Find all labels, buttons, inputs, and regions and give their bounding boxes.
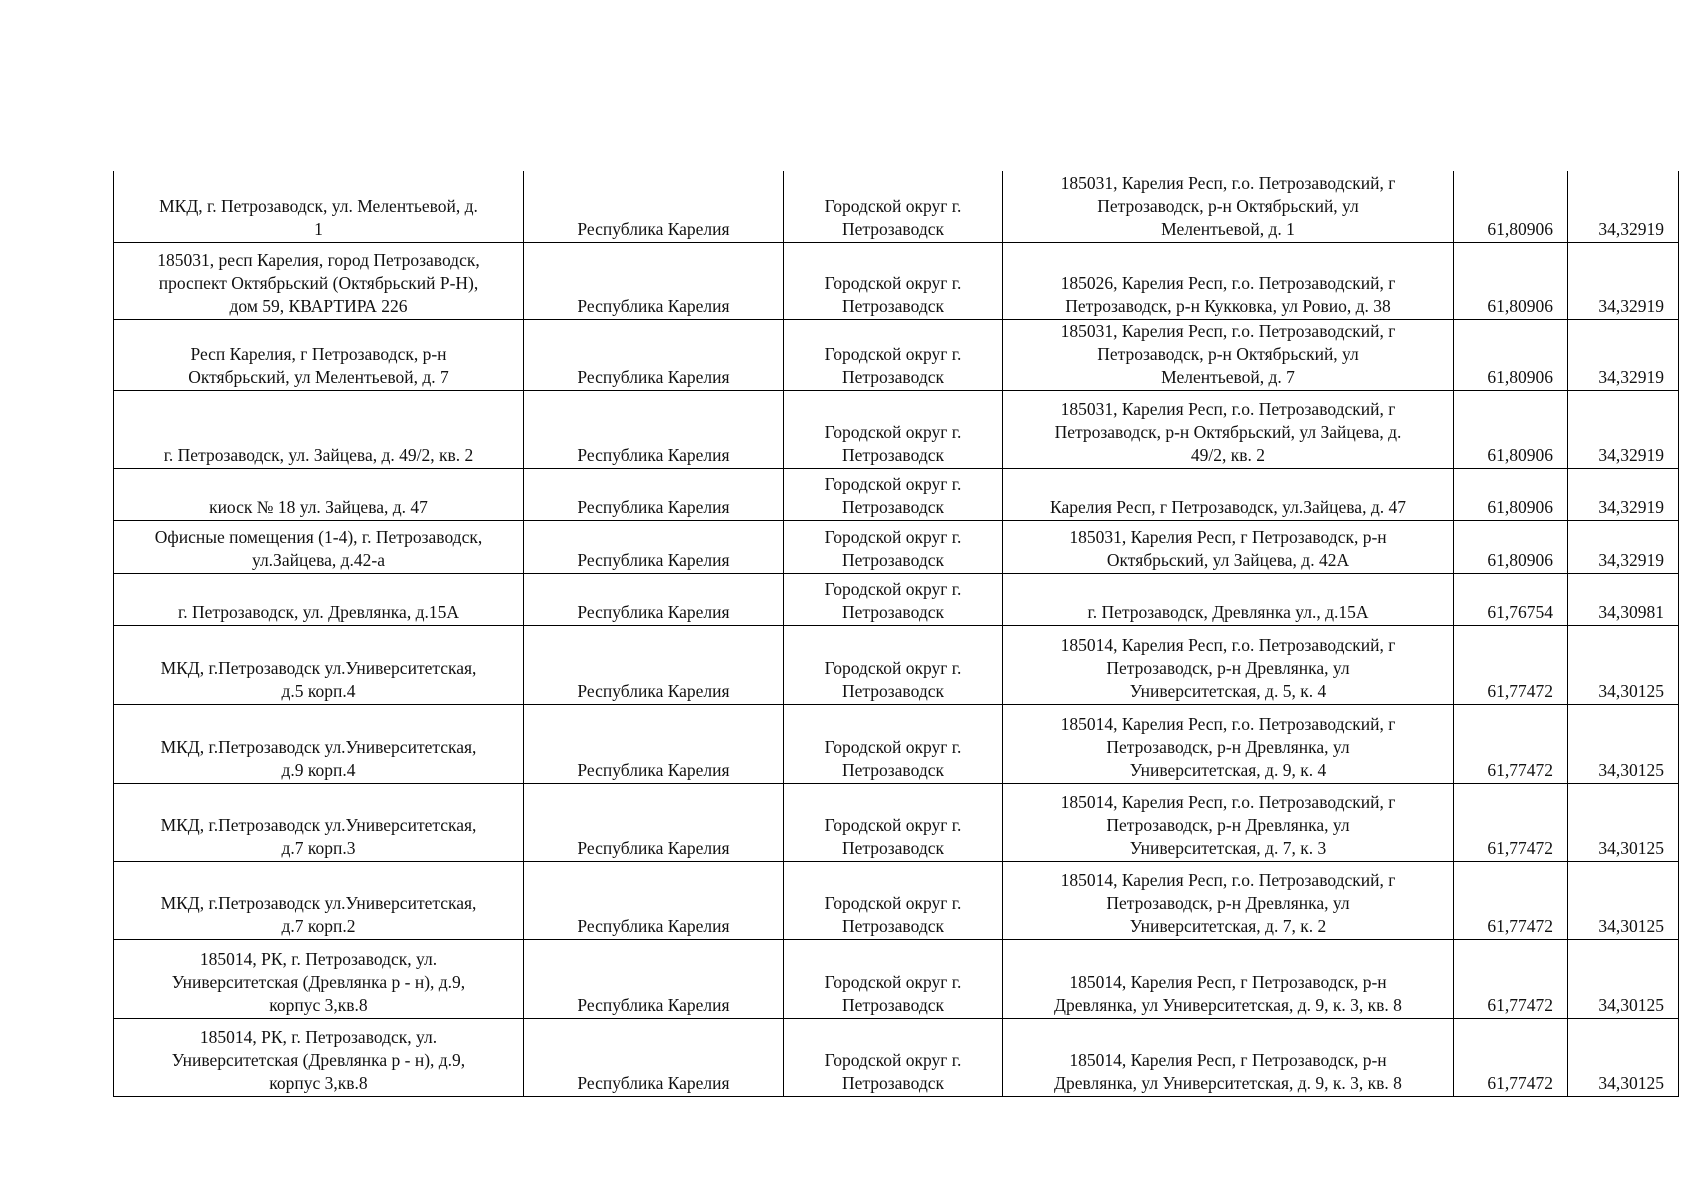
latitude-cell: 61,80906 xyxy=(1454,390,1568,468)
address-cell: 185014, Карелия Респ, г.о. Петрозаводский, г Петрозаводск, р-н Древлянка, ул Университетская, д. 5, к. 4 xyxy=(1003,625,1454,704)
municipality-cell: Городской округ г. Петрозаводск xyxy=(784,573,1003,625)
object-name-cell: МКД, г.Петрозаводск ул.Университетская, д.7 корп.2 xyxy=(114,861,524,939)
object-name-cell: 185014, РК, г. Петрозаводск, ул. Университетская (Древлянка р - н), д.9, корпус 3,кв.8 xyxy=(114,1018,524,1096)
object-name-cell: г. Петрозаводск, ул. Древлянка, д.15А xyxy=(114,573,524,625)
municipality-cell: Городской округ г. Петрозаводск xyxy=(784,390,1003,468)
longitude-cell: 34,30125 xyxy=(1568,1018,1679,1096)
region-cell: Республика Карелия xyxy=(524,939,784,1018)
table-row xyxy=(114,625,1679,704)
table-row xyxy=(114,319,1679,390)
region-cell: Республика Карелия xyxy=(524,783,784,861)
longitude-cell: 34,32919 xyxy=(1568,242,1679,319)
municipality-cell: Городской округ г. Петрозаводск xyxy=(784,520,1003,573)
region-cell: Республика Карелия xyxy=(524,468,784,520)
table-body xyxy=(114,171,1679,1096)
table-row xyxy=(114,783,1679,861)
table-row xyxy=(114,468,1679,520)
address-cell: 185014, Карелия Респ, г Петрозаводск, р-н Древлянка, ул Университетская, д. 9, к. 3, кв. 8 xyxy=(1003,939,1454,1018)
address-cell: 185031, Карелия Респ, г.о. Петрозаводский, г Петрозаводск, р-н Октябрьский, ул Зайцева, д. 49/2, кв. 2 xyxy=(1003,390,1454,468)
latitude-cell: 61,77472 xyxy=(1454,783,1568,861)
longitude-cell: 34,30125 xyxy=(1568,861,1679,939)
object-name-cell: МКД, г. Петрозаводск, ул. Мелентьевой, д. 1 xyxy=(114,171,524,242)
address-cell: г. Петрозаводск, Древлянка ул., д.15А xyxy=(1003,573,1454,625)
municipality-cell: Городской округ г. Петрозаводск xyxy=(784,242,1003,319)
municipality-cell: Городской округ г. Петрозаводск xyxy=(784,319,1003,390)
region-cell: Республика Карелия xyxy=(524,1018,784,1096)
object-name-cell: МКД, г.Петрозаводск ул.Университетская, д.5 корп.4 xyxy=(114,625,524,704)
longitude-cell: 34,32919 xyxy=(1568,390,1679,468)
address-cell: 185014, Карелия Респ, г.о. Петрозаводский, г Петрозаводск, р-н Древлянка, ул Университетская, д. 9, к. 4 xyxy=(1003,704,1454,783)
region-cell: Республика Карелия xyxy=(524,242,784,319)
table-row xyxy=(114,939,1679,1018)
latitude-cell: 61,80906 xyxy=(1454,468,1568,520)
latitude-cell: 61,80906 xyxy=(1454,171,1568,242)
address-cell: 185031, Карелия Респ, г.о. Петрозаводский, г Петрозаводск, р-н Октябрьский, ул Мелентьевой, д. 1 xyxy=(1003,171,1454,242)
table-row xyxy=(114,242,1679,319)
address-cell: 185031, Карелия Респ, г Петрозаводск, р-н Октябрьский, ул Зайцева, д. 42А xyxy=(1003,520,1454,573)
longitude-cell: 34,30125 xyxy=(1568,939,1679,1018)
object-name-cell: МКД, г.Петрозаводск ул.Университетская, д.9 корп.4 xyxy=(114,704,524,783)
latitude-cell: 61,80906 xyxy=(1454,520,1568,573)
municipality-cell: Городской округ г. Петрозаводск xyxy=(784,783,1003,861)
longitude-cell: 34,32919 xyxy=(1568,468,1679,520)
region-cell: Республика Карелия xyxy=(524,390,784,468)
table-row xyxy=(114,171,1679,242)
latitude-cell: 61,80906 xyxy=(1454,319,1568,390)
longitude-cell: 34,30125 xyxy=(1568,783,1679,861)
municipality-cell: Городской округ г. Петрозаводск xyxy=(784,704,1003,783)
object-name-cell: МКД, г.Петрозаводск ул.Университетская, д.7 корп.3 xyxy=(114,783,524,861)
region-cell: Республика Карелия xyxy=(524,319,784,390)
longitude-cell: 34,30981 xyxy=(1568,573,1679,625)
object-name-cell: Респ Карелия, г Петрозаводск, р-н Октябрьский, ул Мелентьевой, д. 7 xyxy=(114,319,524,390)
address-cell: 185031, Карелия Респ, г.о. Петрозаводский, г Петрозаводск, р-н Октябрьский, ул Мелентьевой, д. 7 xyxy=(1003,319,1454,390)
table-row xyxy=(114,390,1679,468)
object-name-cell: 185014, РК, г. Петрозаводск, ул. Университетская (Древлянка р - н), д.9, корпус 3,кв.8 xyxy=(114,939,524,1018)
object-name-cell: киоск № 18 ул. Зайцева, д. 47 xyxy=(114,468,524,520)
table-row xyxy=(114,704,1679,783)
municipality-cell: Городской округ г. Петрозаводск xyxy=(784,1018,1003,1096)
longitude-cell: 34,32919 xyxy=(1568,319,1679,390)
region-cell: Республика Карелия xyxy=(524,171,784,242)
region-cell: Республика Карелия xyxy=(524,573,784,625)
address-cell: 185014, Карелия Респ, г.о. Петрозаводский, г Петрозаводск, р-н Древлянка, ул Университетская, д. 7, к. 2 xyxy=(1003,861,1454,939)
object-name-cell: г. Петрозаводск, ул. Зайцева, д. 49/2, кв. 2 xyxy=(114,390,524,468)
latitude-cell: 61,76754 xyxy=(1454,573,1568,625)
latitude-cell: 61,77472 xyxy=(1454,1018,1568,1096)
latitude-cell: 61,80906 xyxy=(1454,242,1568,319)
municipality-cell: Городской округ г. Петрозаводск xyxy=(784,625,1003,704)
region-cell: Республика Карелия xyxy=(524,625,784,704)
municipality-cell: Городской округ г. Петрозаводск xyxy=(784,939,1003,1018)
latitude-cell: 61,77472 xyxy=(1454,704,1568,783)
longitude-cell: 34,32919 xyxy=(1568,520,1679,573)
region-cell: Республика Карелия xyxy=(524,704,784,783)
address-table xyxy=(113,171,1679,1097)
latitude-cell: 61,77472 xyxy=(1454,625,1568,704)
longitude-cell: 34,30125 xyxy=(1568,625,1679,704)
table-row xyxy=(114,573,1679,625)
region-cell: Республика Карелия xyxy=(524,861,784,939)
region-cell: Республика Карелия xyxy=(524,520,784,573)
latitude-cell: 61,77472 xyxy=(1454,861,1568,939)
address-cell: Карелия Респ, г Петрозаводск, ул.Зайцева, д. 47 xyxy=(1003,468,1454,520)
address-cell: 185014, Карелия Респ, г.о. Петрозаводский, г Петрозаводск, р-н Древлянка, ул Университетская, д. 7, к. 3 xyxy=(1003,783,1454,861)
table-row xyxy=(114,861,1679,939)
table-row xyxy=(114,520,1679,573)
address-cell: 185014, Карелия Респ, г Петрозаводск, р-н Древлянка, ул Университетская, д. 9, к. 3, кв. 8 xyxy=(1003,1018,1454,1096)
municipality-cell: Городской округ г. Петрозаводск xyxy=(784,861,1003,939)
object-name-cell: 185031, респ Карелия, город Петрозаводск, проспект Октябрьский (Октябрьский Р-Н), дом 59, КВАРТИРА 226 xyxy=(114,242,524,319)
object-name-cell: Офисные помещения (1-4), г. Петрозаводск, ул.Зайцева, д.42-а xyxy=(114,520,524,573)
municipality-cell: Городской округ г. Петрозаводск xyxy=(784,171,1003,242)
longitude-cell: 34,32919 xyxy=(1568,171,1679,242)
longitude-cell: 34,30125 xyxy=(1568,704,1679,783)
latitude-cell: 61,77472 xyxy=(1454,939,1568,1018)
address-cell: 185026, Карелия Респ, г.о. Петрозаводский, г Петрозаводск, р-н Кукковка, ул Ровио, д. 38 xyxy=(1003,242,1454,319)
municipality-cell: Городской округ г. Петрозаводск xyxy=(784,468,1003,520)
table-row xyxy=(114,1018,1679,1096)
